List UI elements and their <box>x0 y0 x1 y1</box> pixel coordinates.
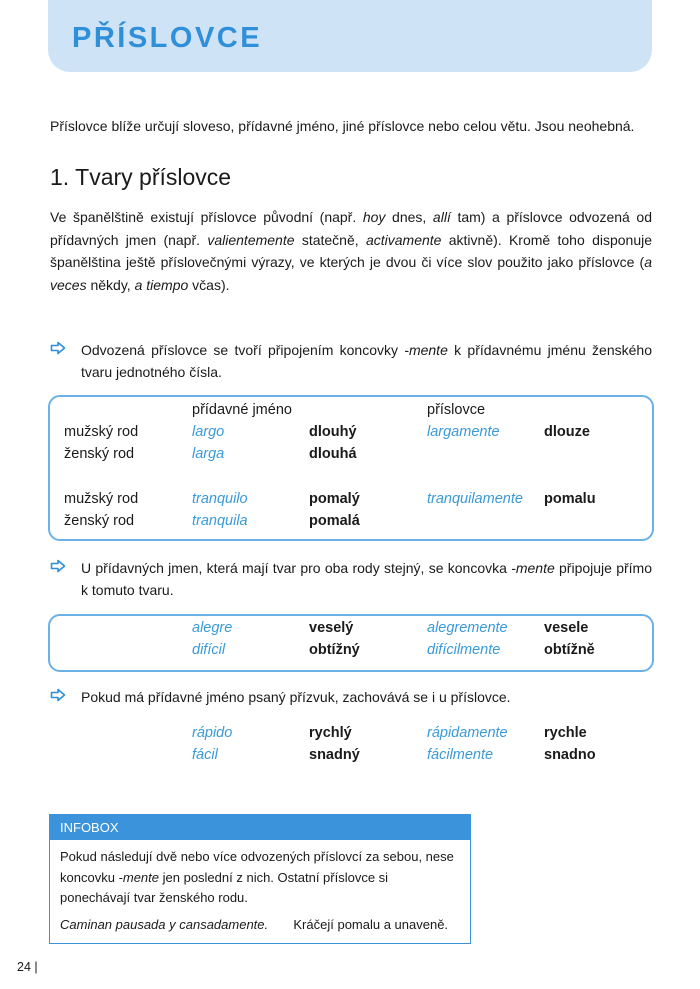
spanish-adjective: rápido <box>192 725 233 741</box>
czech-adjective: rychlý <box>309 725 352 741</box>
czech-adjective: veselý <box>309 620 354 636</box>
spanish-adjective: largo <box>192 424 225 440</box>
czech-adverb: vesele <box>544 620 589 636</box>
arrow-right-icon <box>50 688 66 702</box>
czech-adverb: snadno <box>544 747 596 763</box>
bullet-rule-3: Pokud má přídavné jméno psaný přízvuk, zachovává se i u příslovce. <box>50 686 652 708</box>
arrow-right-icon <box>50 559 66 573</box>
column-header-adverb: příslovce <box>427 402 486 418</box>
spanish-adjective: tranquila <box>192 513 248 529</box>
section-paragraph: Ve španělštině existují příslovce původní (např. hoy dnes, allí tam) a příslovce odvozená od přídavných jmen (např. valientemente statečně, activamente aktivně). Kromě toho disponuje španělština ještě příslovečnými výrazy, ve kterých je dvou či více slov použito jako příslovce (a veces někdy, a tiempo včas). <box>50 209 653 293</box>
czech-adjective: snadný <box>309 747 360 763</box>
spanish-adverb: fácilmente <box>427 747 494 763</box>
czech-adjective: obtížný <box>309 642 360 658</box>
infobox <box>49 814 471 944</box>
example-spanish: Caminan pausada y cansadamente. <box>60 916 269 932</box>
spanish-adverb: largamente <box>427 424 500 440</box>
czech-adjective: dlouhá <box>309 446 357 462</box>
spanish-adjective: larga <box>192 446 225 462</box>
spanish-adverb: tranquilamente <box>427 491 523 507</box>
czech-adverb: rychle <box>544 725 587 741</box>
spanish-adverb: difícilmente <box>427 642 501 658</box>
czech-adverb: pomalu <box>544 491 596 507</box>
infobox-title: INFOBOX <box>50 815 470 840</box>
chapter-header <box>48 0 652 72</box>
infobox-text: Pokud následují dvě nebo více odvozených příslovcí za sebou, nese koncovku -mente jen poslední z nich. Ostatní příslovce si ponechávají tvar ženského rodu. <box>60 849 454 905</box>
row-label: ženský rod <box>64 513 135 529</box>
infobox-example <box>60 915 460 936</box>
row-label: mužský rod <box>64 491 139 507</box>
column-header-adjective: přídavné jméno <box>192 402 292 418</box>
chapter-title: PŘÍSLOVCE <box>72 22 263 54</box>
czech-adverb: dlouze <box>544 424 590 440</box>
arrow-right-icon <box>50 341 66 355</box>
czech-adjective: pomalá <box>309 513 360 529</box>
row-label: ženský rod <box>64 446 135 462</box>
section-title: 1. Tvary příslovce <box>50 164 232 190</box>
example-table-1 <box>48 395 654 541</box>
spanish-adverb: alegremente <box>427 620 508 636</box>
bullet-rule-1: Odvozená příslovce se tvoří připojením koncovky -mente k přídavnému jménu ženského tvaru jednotného čísla. <box>50 339 652 383</box>
intro-text: Příslovce blíže určují sloveso, přídavné jméno, jiné příslovce nebo celou větu. Jsou neohebná. <box>50 118 635 134</box>
row-label: mužský rod <box>64 424 139 440</box>
spanish-adjective: tranquilo <box>192 491 248 507</box>
spanish-adverb: rápidamente <box>427 725 508 741</box>
bullet-rule-2: U přídavných jmen, která mají tvar pro oba rody stejný, se koncovka -mente připojuje přímo k tomuto tvaru. <box>50 557 652 601</box>
czech-adjective: dlouhý <box>309 424 357 440</box>
czech-adverb: obtížně <box>544 642 595 658</box>
example-table-2 <box>48 614 654 672</box>
infobox-body <box>50 840 470 935</box>
spanish-adjective: difícil <box>192 642 226 658</box>
page-number: 24 | <box>17 960 38 974</box>
spanish-adjective: fácil <box>192 747 218 763</box>
example-czech: Kráčejí pomalu a unaveně. <box>293 916 449 932</box>
spanish-adjective: alegre <box>192 620 233 636</box>
czech-adjective: pomalý <box>309 491 360 507</box>
